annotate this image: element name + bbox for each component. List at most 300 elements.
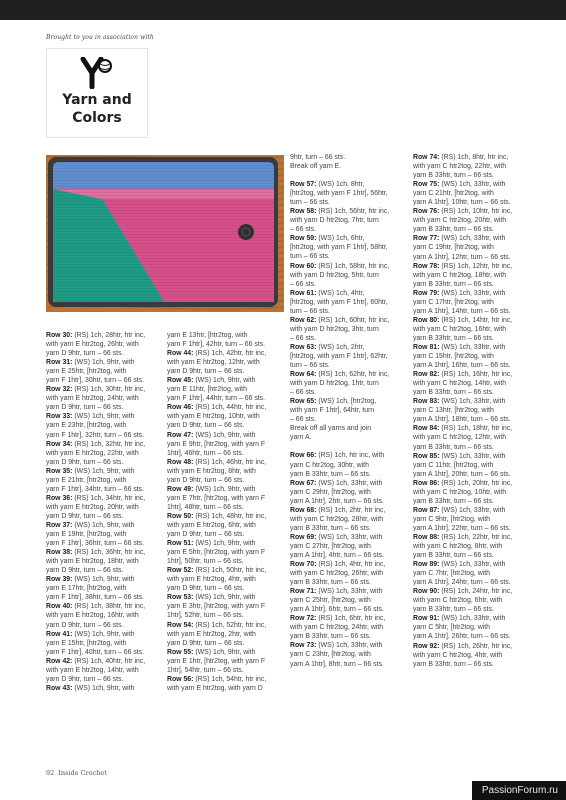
row-text: turn – 66 sts. (290, 362, 330, 370)
row-text: (RS) 1ch, 18htr, htr inc, (439, 425, 513, 433)
pattern-line (290, 162, 402, 171)
pattern-line (46, 458, 158, 467)
row-text: with yarn D htr2tog, 5htr, turn (290, 271, 379, 279)
pattern-line (290, 153, 402, 162)
row-label: Row 42: (46, 657, 73, 665)
row-text: yarn B 33htr, turn – 66 sts. (413, 552, 494, 560)
page-footer (46, 769, 107, 777)
pattern-line (167, 431, 279, 440)
yarn-logo-icon (80, 57, 114, 89)
pattern-line (167, 657, 279, 666)
pattern-line (290, 361, 402, 370)
row-text: (RS) 1ch, 44htr, htr inc, (193, 404, 267, 412)
row-text: (RS) 1ch, 52htr, htr inc, (193, 621, 267, 629)
row-text: yarn D 9htr, turn – 66 sts. (46, 512, 124, 520)
row-text: yarn F 1htr], 36htr, turn – 66 sts. (46, 540, 145, 548)
row-text: (RS) 1ch, 2htr, htr inc, (316, 506, 386, 514)
pattern-line (290, 262, 402, 271)
row-label: Row 34: (46, 440, 73, 448)
pattern-column-2 (167, 331, 279, 693)
row-text: yarn E 23htr, [htr2tog, with (46, 422, 127, 430)
pattern-line (290, 415, 402, 424)
pattern-line (167, 566, 279, 575)
row-label: Row 47: (167, 431, 194, 439)
row-label: Row 81: (413, 343, 440, 351)
pattern-line (46, 367, 158, 376)
pattern-column-1 (46, 331, 158, 693)
row-label: Row 76: (413, 208, 440, 216)
pattern-line (46, 340, 158, 349)
pattern-line (413, 605, 525, 614)
pattern-line (413, 280, 525, 289)
row-text: yarn A 1htr], 20htr, turn – 66 sts. (413, 470, 511, 478)
row-label: Row 40: (46, 603, 73, 611)
row-text: 1htr], 48htr, turn – 66 sts. (167, 503, 244, 511)
row-text: (WS) 1ch, 33htr, with (439, 561, 506, 569)
row-text: with yarn C htr2tog, 18htr, with (413, 271, 507, 279)
pattern-line (167, 639, 279, 648)
pattern-line (290, 488, 402, 497)
pattern-line (413, 370, 525, 379)
row-text: yarn D 9htr, turn – 66 sts. (167, 422, 245, 430)
row-label: Row 80: (413, 316, 440, 324)
row-text: – 66 sts. (290, 334, 317, 342)
row-text: – 66 sts. (290, 226, 317, 234)
pattern-line (290, 641, 402, 650)
row-text: (WS) 1ch, 9htr, with (193, 377, 256, 385)
row-text: (RS) 1ch, 30htr, htr inc, (72, 386, 146, 394)
row-text: yarn C 13htr, [htr2tog, with (413, 407, 494, 415)
pattern-line (413, 298, 525, 307)
row-text: with yarn E htr2tog, 20htr, with (46, 503, 139, 511)
pattern-line (413, 234, 525, 243)
pattern-line (413, 225, 525, 234)
pattern-line (46, 575, 158, 584)
row-text: (WS) 1ch, 33htr, with (439, 615, 506, 623)
pattern-line (290, 343, 402, 352)
row-text: yarn A. (290, 434, 312, 442)
row-text: yarn E 19htr, [htr2tog, with (46, 531, 127, 539)
pattern-line (290, 334, 402, 343)
row-text: yarn B 33htr, turn – 66 sts. (413, 443, 494, 451)
pattern-line (46, 684, 158, 693)
pattern-line (46, 639, 158, 648)
pattern-line (290, 497, 402, 506)
pattern-line (167, 340, 279, 349)
pattern-line (413, 153, 525, 162)
pattern-line (46, 494, 158, 503)
row-text: (RS) 1ch, 50htr, htr inc, (193, 567, 267, 575)
pattern-line (46, 566, 158, 575)
row-text: yarn A 1htr], 10htr, turn – 66 sts. (413, 199, 511, 207)
pattern-line (290, 660, 402, 669)
pattern-line (413, 614, 525, 623)
row-text: with yarn C htr2tog, 26htr, with (290, 570, 384, 578)
pattern-line (167, 476, 279, 485)
row-text: yarn A 1htr], 6htr, turn – 66 sts. (290, 606, 384, 614)
pattern-line (167, 648, 279, 657)
row-label: Row 86: (413, 479, 440, 487)
pattern-line (46, 349, 158, 358)
pattern-line (413, 551, 525, 560)
pattern-line (290, 352, 402, 361)
row-label: Row 64: (290, 371, 317, 379)
row-text: yarn E 1htr, [htr2tog, with yarn F (167, 657, 266, 665)
pattern-line (290, 451, 402, 460)
pattern-line (167, 403, 279, 412)
row-label: Row 92: (413, 642, 440, 650)
pattern-line (290, 578, 402, 587)
row-text: with yarn D htr2tog, 7htr, turn (290, 217, 379, 225)
row-text: (WS) 1ch, 9htr, with (72, 576, 135, 584)
row-text: (WS) 1ch, 33htr, with (439, 343, 506, 351)
row-label: Row 83: (413, 398, 440, 406)
row-text: (WS) 1ch, 33htr, with (439, 452, 506, 460)
pattern-line (413, 623, 525, 632)
row-label: Row 38: (46, 549, 73, 557)
pattern-line (290, 632, 402, 641)
row-text: yarn C 25htr, [htr2tog, with (290, 597, 371, 605)
row-text: yarn F 1htr], 42htr, turn – 66 sts. (167, 341, 266, 349)
row-text: with yarn D htr2tog, 1htr, turn (290, 380, 379, 388)
pattern-line (413, 497, 525, 506)
pattern-line (46, 675, 158, 684)
row-text: yarn E 15htr, [htr2tog, with (46, 639, 127, 647)
row-text: yarn B 33htr, turn – 66 sts. (290, 633, 371, 641)
row-text: yarn D 9htr, turn – 66 sts. (167, 531, 245, 539)
row-text: (WS) 1ch, 33htr, with (439, 235, 506, 243)
pattern-line (167, 358, 279, 367)
row-text: (RS) 1ch, 22htr, htr inc, (439, 533, 513, 541)
pattern-line (167, 602, 279, 611)
row-text: [htr2tog, with yarn F 1htr], 58htr, (290, 244, 388, 252)
row-text: 1htr], 46htr, turn – 66 sts. (167, 449, 244, 457)
pattern-line (413, 578, 525, 587)
pattern-line (167, 385, 279, 394)
row-text: yarn E 11htr, [htr2tog, with (167, 386, 247, 394)
row-text: with yarn E htr2tog, 14htr, with (46, 666, 139, 674)
row-text: with yarn C htr2tog, 6htr, with (413, 597, 503, 605)
row-text: yarn D 9htr, turn – 66 sts. (167, 368, 245, 376)
pattern-line (46, 503, 158, 512)
pattern-line (290, 298, 402, 307)
pattern-line (167, 593, 279, 602)
pattern-line (290, 587, 402, 596)
row-text: (WS) 1ch, 33htr, with (316, 479, 383, 487)
yarn-and-colors-logo (46, 48, 148, 138)
row-text: with yarn C htr2tog, 28htr, with (290, 515, 384, 523)
page-number: 92 (46, 769, 55, 777)
row-text: (RS) 1ch, 62htr, htr inc, (316, 371, 390, 379)
row-label: Row 65: (290, 398, 317, 406)
row-text: yarn D 9htr, turn – 66 sts. (167, 639, 245, 647)
row-label: Row 82: (413, 371, 440, 379)
row-text: (WS) 1ch, 33htr, with (439, 289, 506, 297)
pattern-line (413, 271, 525, 280)
pattern-line (167, 331, 279, 340)
row-text: Break off all yarns and join (290, 425, 372, 433)
pattern-line (413, 433, 525, 442)
row-label: Row 30: (46, 332, 73, 339)
row-text: (WS) 1ch, [htr2tog, (316, 398, 377, 406)
row-text: (RS) 1ch, 40htr, htr inc, (72, 657, 146, 665)
pattern-line (413, 560, 525, 569)
pattern-line (167, 521, 279, 530)
pattern-line (46, 412, 158, 421)
pattern-line (413, 289, 525, 298)
pattern-line (413, 651, 525, 660)
row-label: Row 89: (413, 561, 440, 569)
row-text: (WS) 1ch, 2htr, (316, 343, 365, 351)
pattern-line (413, 569, 525, 578)
row-label: Row 58: (290, 208, 317, 216)
pattern-line (413, 461, 525, 470)
pattern-line (413, 424, 525, 433)
pattern-line (167, 675, 279, 684)
row-text: yarn A 1htr], 2htr, turn – 66 sts. (290, 497, 384, 505)
pattern-line (413, 253, 525, 262)
row-label: Row 43: (46, 684, 73, 692)
row-text: yarn A 1htr], 24htr, turn – 66 sts. (413, 579, 511, 587)
row-label: Row 69: (290, 533, 317, 541)
row-text: (RS) 1ch, 4htr, htr inc, (316, 561, 386, 569)
row-text: (WS) 1ch, 9htr, with (72, 359, 135, 367)
pattern-line (46, 476, 158, 485)
pattern-line (167, 621, 279, 630)
row-text: [htr2tog, with yarn F 1htr], 56htr, (290, 190, 388, 198)
row-label: Row 66: (290, 452, 317, 460)
row-label: Row 37: (46, 521, 73, 529)
row-label: Row 84: (413, 425, 440, 433)
pattern-line (46, 584, 158, 593)
pattern-line (290, 379, 402, 388)
pattern-line (413, 524, 525, 533)
pattern-line (413, 415, 525, 424)
sponsor-caption: Brought to you in association with (46, 34, 154, 41)
pattern-line (290, 216, 402, 225)
pattern-line (46, 621, 158, 630)
row-text: yarn F 1htr], 44htr, turn – 66 sts. (167, 395, 266, 403)
row-label: Row 67: (290, 479, 317, 487)
pattern-line (46, 539, 158, 548)
row-text: (WS) 1ch, 33htr, with (316, 642, 383, 650)
pattern-line (290, 388, 402, 397)
row-text: (RS) 1ch, 56htr, htr inc, (316, 208, 390, 216)
row-label: Row 62: (290, 316, 317, 324)
row-text: yarn D 9htr, turn – 66 sts. (167, 476, 245, 484)
row-text: yarn E 5htr, [htr2tog, with yarn F (167, 549, 266, 557)
row-text: – 66 sts. (290, 416, 317, 424)
pattern-line (46, 331, 158, 340)
pattern-line (413, 189, 525, 198)
row-text: (WS) 1ch, 9htr, with (193, 485, 256, 493)
pattern-line (413, 506, 525, 515)
row-text: (WS) 1ch, 9htr, with (72, 413, 135, 421)
row-text: yarn C 29htr, [htr2tog, with (290, 488, 371, 496)
row-label: Row 50: (167, 512, 194, 520)
row-text: (RS) 1ch, 34htr, htr inc, (72, 494, 146, 502)
pattern-line (46, 421, 158, 430)
row-text: yarn E 17htr, [htr2tog, with (46, 585, 127, 593)
pattern-line (413, 488, 525, 497)
row-text: yarn B 33htr, turn – 66 sts. (413, 389, 494, 397)
pattern-line (46, 630, 158, 639)
pattern-line (413, 216, 525, 225)
row-text: (RS) 1ch, 14htr, htr inc, (439, 316, 513, 324)
pattern-line (413, 361, 525, 370)
row-text: yarn B 33htr, turn – 66 sts. (413, 172, 494, 180)
pattern-line (290, 524, 402, 533)
pattern-line (413, 307, 525, 316)
pattern-line (167, 512, 279, 521)
row-text: with yarn C htr2tog, 4htr, with (413, 651, 503, 659)
row-text: 1htr], 52htr, turn – 66 sts. (167, 612, 244, 620)
row-text: with yarn E htr2tog, 10htr, with (167, 413, 260, 421)
row-text: with yarn E htr2tog, 8htr, with (167, 467, 256, 475)
pattern-line (167, 494, 279, 503)
pattern-line (290, 325, 402, 334)
row-text: with yarn C htr2tog, 22htr, with (413, 163, 507, 171)
pattern-line (46, 611, 158, 620)
pattern-line (290, 243, 402, 252)
pattern-line (167, 349, 279, 358)
pattern-line (290, 461, 402, 470)
logo-text (47, 91, 147, 127)
row-text: yarn D 9htr, turn – 66 sts. (167, 585, 245, 593)
row-label: Row 52: (167, 567, 194, 575)
pattern-line (413, 542, 525, 551)
row-text: turn – 66 sts. (290, 253, 330, 261)
pattern-line (290, 605, 402, 614)
pattern-line (290, 406, 402, 415)
row-text: (WS) 1ch, 9htr, with (72, 684, 135, 692)
row-text: with yarn E htr2tog, 2htr, with (167, 630, 256, 638)
row-text: (RS) 1ch, 32htr, htr inc, (72, 440, 146, 448)
row-text: (WS) 1ch, 33htr, with (439, 398, 506, 406)
row-text: yarn A 1htr], 4htr, turn – 66 sts. (290, 551, 384, 559)
row-label: Row 77: (413, 235, 440, 243)
row-label: Row 90: (413, 588, 440, 596)
row-text: (WS) 1ch, 33htr, with (439, 181, 506, 189)
pattern-line (290, 289, 402, 298)
pattern-line (46, 449, 158, 458)
pattern-line (413, 596, 525, 605)
pattern-line (167, 449, 279, 458)
pattern-line (167, 467, 279, 476)
pattern-line (413, 243, 525, 252)
row-label: Row 48: (167, 458, 194, 466)
row-text: (WS) 1ch, 9htr, with (72, 630, 135, 638)
row-text: yarn B 33htr, turn – 66 sts. (413, 280, 494, 288)
pattern-line (46, 403, 158, 412)
row-text: 9htr, turn – 66 sts. (290, 154, 346, 161)
pattern-line (413, 379, 525, 388)
pattern-line (46, 485, 158, 494)
row-text: yarn A 1htr], 8htr, turn – 66 sts. (290, 660, 384, 668)
pattern-line (167, 440, 279, 449)
pattern-line (167, 548, 279, 557)
row-text: yarn A 1htr], 18htr, turn – 66 sts. (413, 416, 511, 424)
row-text: (WS) 1ch, 9htr, with (193, 540, 256, 548)
row-label: Row 55: (167, 648, 194, 656)
pattern-line (290, 433, 402, 442)
row-label: Row 53: (167, 594, 194, 602)
pattern-line (46, 521, 158, 530)
pattern-line (46, 376, 158, 385)
row-text: yarn B 33htr, turn – 66 sts. (413, 226, 494, 234)
pattern-line (46, 431, 158, 440)
pattern-line (413, 343, 525, 352)
pattern-line (167, 539, 279, 548)
row-text: yarn C 17htr, [htr2tog, with (413, 298, 494, 306)
pattern-line (413, 587, 525, 596)
row-text: (WS) 1ch, 6htr, (316, 235, 365, 243)
row-text: yarn C 21htr, [htr2tog, with (413, 190, 494, 198)
row-text: with yarn C htr2tog, 12htr, with (413, 434, 507, 442)
row-text: with yarn C htr2tog, 8htr, with (413, 543, 503, 551)
pattern-line (290, 271, 402, 280)
row-label: Row 85: (413, 452, 440, 460)
pattern-line (290, 506, 402, 515)
row-text: (WS) 1ch, 9htr, with (193, 648, 256, 656)
row-text: yarn B 33htr, turn – 66 sts. (290, 579, 371, 587)
pattern-line (290, 479, 402, 488)
row-text: yarn B 33htr, turn – 66 sts. (290, 470, 371, 478)
row-label: Row 57: (290, 181, 317, 189)
pattern-line (413, 533, 525, 542)
logo-line-1: Yarn and (62, 92, 132, 108)
pattern-line (413, 162, 525, 171)
pattern-line (46, 666, 158, 675)
pattern-line (167, 575, 279, 584)
row-text: yarn E 7htr, [htr2tog, with yarn F (167, 494, 266, 502)
pattern-line (167, 421, 279, 430)
row-text: turn – 66 sts. (290, 199, 330, 207)
pattern-line (290, 551, 402, 560)
pattern-line (413, 262, 525, 271)
watermark: PassionForum.ru (472, 781, 566, 800)
row-text: yarn A 1htr], 22htr, turn – 66 sts. (413, 524, 511, 532)
pattern-line (46, 358, 158, 367)
row-label: Row 39: (46, 576, 73, 584)
row-text: (RS) 1ch, 54htr, htr inc, (193, 675, 267, 683)
row-text: with yarn F 1htr], 64htr, turn (290, 407, 375, 415)
row-text: yarn A 1htr], 16htr, turn – 66 sts. (413, 362, 511, 370)
row-text: with yarn E htr2tog, 16htr, with (46, 612, 139, 620)
row-text: yarn F 1htr], 38htr, turn – 66 sts. (46, 594, 145, 602)
row-text: with yarn E htr2tog, 22htr, with (46, 449, 139, 457)
row-text: yarn F 1htr], 34htr, turn – 66 sts. (46, 485, 145, 493)
row-label: Row 68: (290, 506, 317, 514)
pattern-line (46, 385, 158, 394)
pattern-line (290, 623, 402, 632)
pattern-line (167, 666, 279, 675)
pattern-line (290, 424, 402, 433)
row-text: yarn B 33htr, turn – 66 sts. (413, 606, 494, 614)
pattern-line (167, 684, 279, 693)
row-text: yarn C htr2tog, 30htr, with (290, 461, 369, 469)
row-text: (WS) 1ch, 33htr, with (439, 506, 506, 514)
pattern-line (413, 642, 525, 651)
row-text: yarn C 23htr, [htr2tog, with (290, 651, 371, 659)
row-text: 1htr], 50htr, turn – 66 sts. (167, 558, 244, 566)
pattern-line (290, 370, 402, 379)
row-label: Row 87: (413, 506, 440, 514)
pattern-line (46, 467, 158, 476)
row-text: with yarn C htr2tog, 20htr, with (413, 217, 507, 225)
pattern-line (167, 584, 279, 593)
pattern-line (290, 280, 402, 289)
